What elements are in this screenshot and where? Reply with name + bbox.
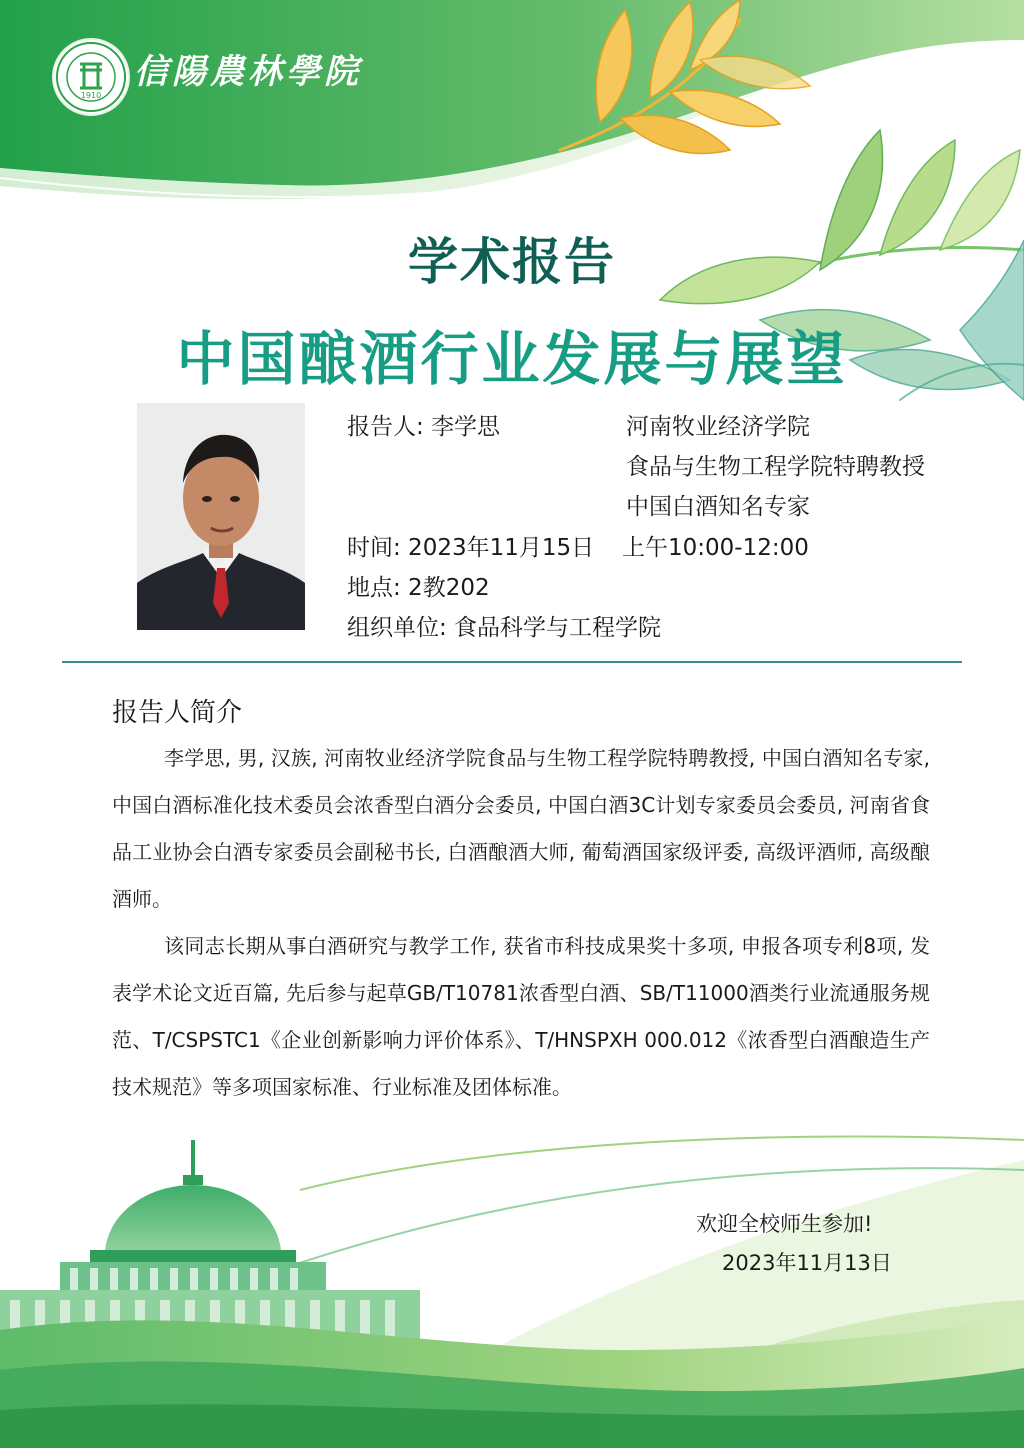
notice-date: 2023年11月13日 <box>722 1251 892 1275</box>
section-divider <box>62 661 962 663</box>
event-organizer: 组织单位: 食品科学与工程学院 <box>347 615 662 641</box>
speaker-affiliation-1: 河南牧业经济学院 <box>626 414 810 440</box>
bio-paragraph-2: 该同志长期从事白酒研究与教学工作, 获省市科技成果奖十多项, 申报各项专利8项, 发表学术论文近百篇, 先后参与起草GB/T10781浓香型白酒、SB/T11000酒类行业流通服务规范、T/CSPSTC1《企业创新影响力评价体系》、T/HNSPXH 000.012《浓香型白酒酿造生产技术规范》等多项国家标准、行业标准及团体标准。 <box>112 934 930 1099</box>
speaker-affiliation-3: 中国白酒知名专家 <box>626 494 810 520</box>
bio-paragraph-1: 李学思, 男, 汉族, 河南牧业经济学院食品与生物工程学院特聘教授, 中国白酒知名专家, 中国白酒标准化技术委员会浓香型白酒分会委员, 中国白酒3C计划专家委员会委员, 河南省食品工业协会白酒专家委员会副秘书长, 白酒酿酒大师, 葡萄酒国家级评委, 高级评酒师, 高级酿酒师。 <box>112 746 930 911</box>
welcome-text: 欢迎全校师生参加! <box>696 1212 873 1236</box>
event-time: 上午10:00-12:00 <box>622 535 809 561</box>
speaker-photo <box>137 403 305 630</box>
event-date: 时间: 2023年11月15日 <box>347 535 595 561</box>
logo-year: 1910 <box>80 91 102 100</box>
event-location: 地点: 2教202 <box>347 575 490 601</box>
page-title: 学术报告 <box>408 233 616 291</box>
school-logo <box>52 38 130 116</box>
bio-heading: 报告人简介 <box>112 698 243 728</box>
school-name: 信陽農林學院 <box>134 52 362 92</box>
report-subtitle: 中国酿酒行业发展与展望 <box>176 325 848 393</box>
speaker-affiliation-2: 食品与生物工程学院特聘教授 <box>626 454 925 480</box>
speaker-name: 报告人: 李学思 <box>347 414 501 440</box>
